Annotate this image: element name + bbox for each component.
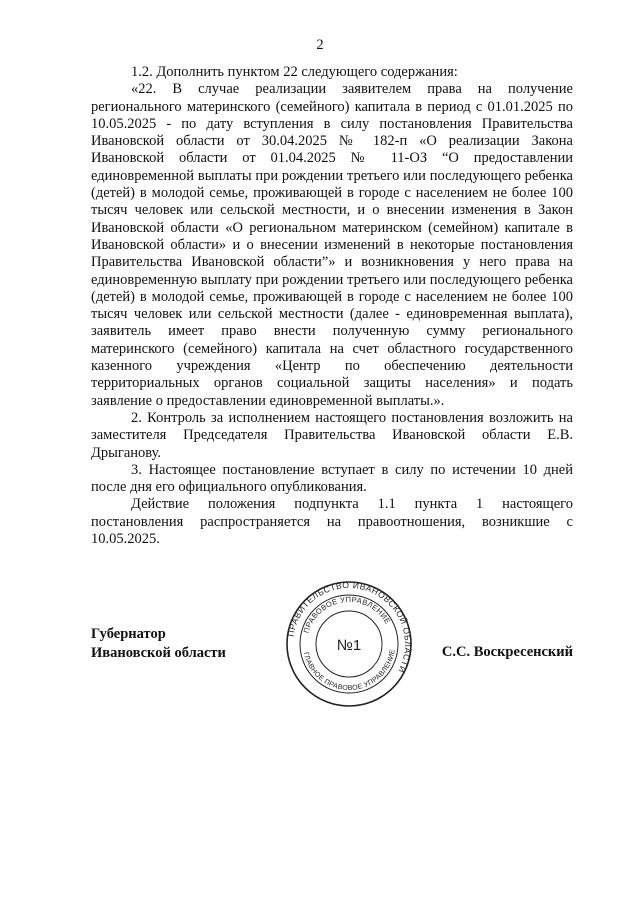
official-seal bbox=[284, 580, 414, 708]
paragraph-action: Действие положения подпункта 1.1 пункта 1 настоящего постановления распространяется на правоотношения, возникшие с 10.05.2025. bbox=[91, 496, 573, 548]
paragraph-22: «22. В случае реализации заявителем права на получение регионального материнского (семейного) капитала в период с 01.01.2025 по 10.05.2025 - по дату вступления в силу постановления Правительства Ивановской области от 30.04.2025 № 182-п «О реализации Закона Ивановской области от 01.04.2025 № 11-ОЗ “О предоставлении единовременной выплаты при рождении третьего или последующего ребенка (детей) в молодой семье, проживающей в городе с населением не более 100 тысяч человек или сельской местности, и о внесении изменения в Закон Ивановской области «О региональном материнском (семейном) капитале в Ивановской области» и о внесении изменений в некоторые постановления Правительства Ивановской области”» и возникновения у него права на единовременную выплату при рождении третьего или последующего ребенка (детей) в молодой семье, проживающей в городе с населением не более 100 тысяч человек или сельской местности (далее - единовременная выплата), заявитель имеет право внести полученную сумму регионального материнского (семейного) капитала на счет областного государственного казенного учреждения «Центр по обеспечению деятельности территориальных органов социальной защиты населения» и подать заявление о предоставлении единовременной выплаты.». bbox=[91, 81, 573, 409]
signature-title-line1: Губернатор bbox=[91, 626, 166, 642]
seal-outer-text: ПРАВИТЕЛЬСТВО ИВАНОВСКОЙ ОБЛАСТИ bbox=[285, 580, 414, 675]
document-body bbox=[91, 64, 573, 548]
signature-title bbox=[91, 625, 226, 663]
paragraph-3: 3. Настоящее постановление вступает в силу по истечении 10 дней после дня его официального опубликования. bbox=[91, 461, 573, 496]
signature-title-line2: Ивановской области bbox=[91, 645, 226, 661]
seal-number: №1 bbox=[336, 637, 362, 654]
seal-bottom-text: ГЛАВНОЕ ПРАВОВОЕ УПРАВЛЕНИЕ bbox=[301, 648, 397, 693]
page-number: 2 bbox=[316, 37, 324, 53]
seal-inner-text: ПРАВОВОЕ УПРАВЛЕНИЕ bbox=[301, 594, 393, 635]
signature-name: С.С. Воскресенский bbox=[441, 644, 573, 660]
paragraph-1-2: 1.2. Дополнить пунктом 22 следующего содержания: bbox=[131, 64, 458, 80]
svg-text:ГЛАВНОЕ ПРАВОВОЕ УПРАВЛЕНИЕ bbox=[302, 649, 397, 692]
paragraph-2: 2. Контроль за исполнением настоящего постановления возложить на заместителя Председателя Правительства Ивановской области Е.В. Дрыганову. bbox=[91, 409, 573, 461]
